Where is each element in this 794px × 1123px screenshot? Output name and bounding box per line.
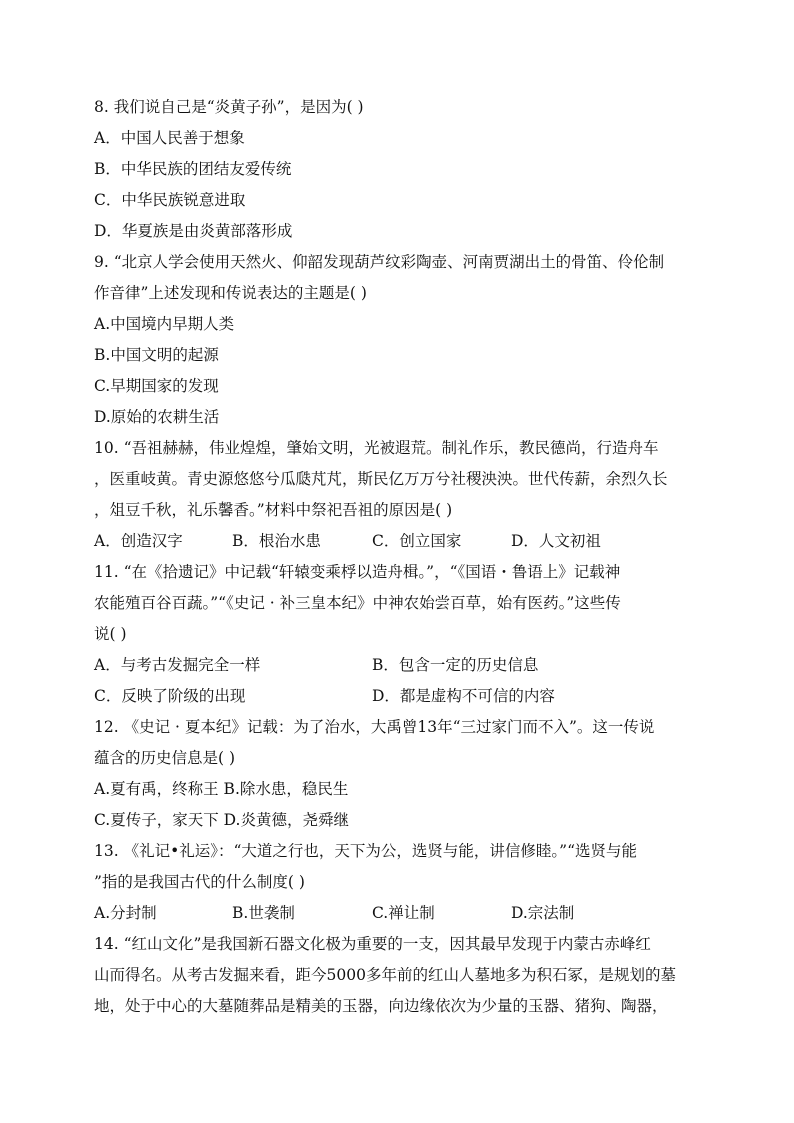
q13-stem-line2: ”指的是我国古代的什么制度( )	[94, 873, 305, 891]
q11-stem-line1: 11. “在《拾遗记》中记载“轩辕变乘桴以造舟楫。”，“《国语・鲁语上》记载神	[94, 563, 621, 581]
q8-stem: 8. 我们说自己是“炎黄子孙”，是因为( )	[94, 98, 364, 116]
q14-stem-line3: 地，处于中心的大墓随葬品是精美的玉器，向边缘依次为少量的玉器、猪狗、陶器，	[94, 997, 668, 1015]
q12-stem-line2: 蕴含的历史信息是( )	[94, 749, 236, 767]
q10-stem-line3: ，俎豆千秋，礼乐馨香。”材料中祭祀吾祖的原因是( )	[94, 501, 453, 519]
q11-stem-line3: 说( )	[94, 625, 127, 643]
q9-stem-line2: 作音律”上述发现和传说表达的主题是( )	[94, 284, 367, 302]
q12-options-cd: C.夏传子，家天下 D.炎黄德，尧舜继	[94, 811, 349, 829]
q9-option-a: A.中国境内早期人类	[94, 315, 235, 333]
q10-option-a: A．创造汉字	[94, 532, 183, 550]
q13-option-a: A.分封制	[94, 904, 157, 922]
q12-stem-line1: 12. 《史记 · 夏本纪》记载：为了治水，大禹曾13年“三过家门而不入”。这一传说	[94, 718, 655, 736]
q11-option-b: B．包含一定的历史信息	[372, 656, 539, 674]
q10-option-c: C．创立国家	[372, 532, 462, 550]
q9-option-d: D.原始的农耕生活	[94, 408, 220, 426]
q9-option-b: B.中国文明的起源	[94, 346, 219, 364]
q10-stem-line2: ，医重岐黄。青史源悠悠兮瓜瓞芃芃，斯民亿万万兮社稷泱泱。世代传薪，余烈久长	[94, 470, 668, 488]
q8-option-d: D．华夏族是由炎黄部落形成	[94, 222, 293, 240]
q13-option-c: C.禅让制	[372, 904, 435, 922]
q11-option-d: D．都是虚构不可信的内容	[372, 687, 555, 705]
q8-option-b: B．中华民族的团结友爱传统	[94, 160, 292, 178]
q8-option-a: A．中国人民善于想象	[94, 129, 245, 147]
q13-stem-line1: 13. 《礼记•礼运》：“大道之行也，天下为公，选贤与能，讲信修睦。”“选贤与能	[94, 842, 637, 860]
q11-stem-line2: 农能殖百谷百蔬。”“《史记 · 补三皇本纪》中神农始尝百草，始有医药。”这些传	[94, 594, 621, 612]
q12-options-ab: A.夏有禹，终称王 B.除水患，稳民生	[94, 780, 349, 798]
q8-option-c: C．中华民族锐意进取	[94, 191, 246, 209]
q13-option-d: D.宗法制	[511, 904, 575, 922]
q13-option-b: B.世袭制	[232, 904, 295, 922]
q9-option-c: C.早期国家的发现	[94, 377, 219, 395]
q14-stem-line2: 山而得名。从考古发掘来看，距今5000多年前的红山人墓地多为积石冢，是规划的墓	[94, 966, 676, 984]
q11-option-c: C．反映了阶级的出现	[94, 687, 246, 705]
q11-option-a: A．与考古发掘完全一样	[94, 656, 261, 674]
q14-stem-line1: 14. “红山文化”是我国新石器文化极为重要的一支，因其最早发现于内蒙古赤峰红	[94, 935, 651, 953]
q10-stem-line1: 10. “吾祖赫赫，伟业煌煌，肇始文明，光被遐荒。制礼作乐，教民德尚，行造舟车	[94, 439, 659, 457]
q10-option-b: B．根治水患	[232, 532, 321, 550]
q10-option-d: D．人文初祖	[511, 532, 601, 550]
q9-stem-line1: 9. “北京人学会使用天然火、仰韶发现葫芦纹彩陶壶、河南贾湖出土的骨笛、伶伦制	[94, 253, 665, 271]
